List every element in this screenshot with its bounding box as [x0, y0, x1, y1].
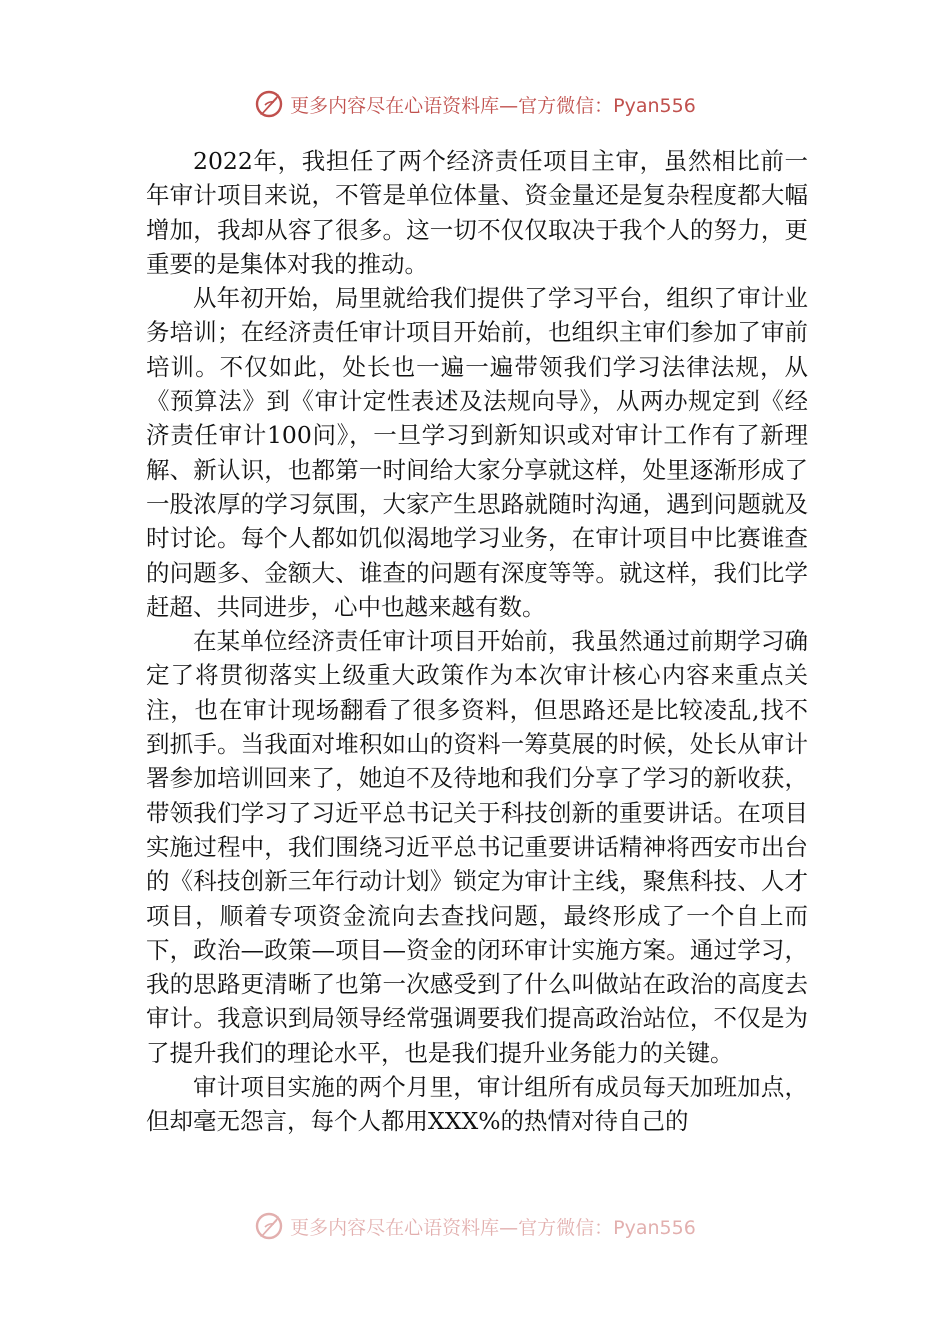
paragraph: 2022年，我担任了两个经济责任项目主审，虽然相比前一年审计项目来说，不管是单位体量、资金量还是复杂程度都大幅增加，我却从容了很多。这一切不仅仅取决于我个人的努力，更重要的是集体对我的推动。	[146, 147, 808, 278]
quill-logo-icon	[254, 1211, 284, 1241]
paragraph: 审计项目实施的两个月里，审计组所有成员每天加班加点，但却毫无怨言，每个人都用XXX%的热情对待自己的	[146, 1073, 808, 1136]
paragraph: 从年初开始，局里就给我们提供了学习平台，组织了审计业务培训；在经济责任审计项目开始前，也组织主审们参加了审前培训。不仅如此，处长也一遍一遍带领我们学习法律法规，从《预算法》到《审计定性表述及法规向导》，从两办规定到《经济责任审计100问》，一旦学习到新知识或对审计工作有了新理解、新认识，也都第一时间给大家分享就这样，处里逐渐形成了一股浓厚的学习氛围，大家产生思路就随时沟通，遇到问题就及时讨论。每个人都如饥似渴地学习业务，在审计项目中比赛谁查的问题多、金额大、谁查的问题有深度等等。就这样，我们比学赶超、共同进步，心中也越来越有数。	[146, 284, 808, 621]
paragraph: 在某单位经济责任审计项目开始前，我虽然通过前期学习确定了将贯彻落实上级重大政策作为本次审计核心内容来重点关注，也在审计现场翻看了很多资料，但思路还是比较凌乱,找不到抓手。当我面对堆积如山的资料一筹莫展的时候，处长从审计署参加培训回来了，她迫不及待地和我们分享了学习的新收获，带领我们学习了习近平总书记关于科技创新的重要讲话。在项目实施过程中，我们围绕习近平总书记重要讲话精神将西安市出台的《科技创新三年行动计划》锁定为审计主线，聚焦科技、人才项目，顺着专项资金流向去查找问题，最终形成了一个自上而下，政治—政策—项目—资金的闭环审计实施方案。通过学习，我的思路更清晰了也第一次感受到了什么叫做站在政治的高度去审计。我意识到局领导经常强调要我们提高政治站位，不仅是为了提升我们的理论水平，也是我们提升业务能力的关键。	[146, 627, 808, 1067]
footer-watermark	[0, 1208, 950, 1244]
header-watermark	[0, 86, 950, 122]
watermark-text: 更多内容尽在心语资料库—官方微信：Pyan556	[290, 94, 696, 117]
document-body	[146, 144, 808, 1139]
quill-logo-icon	[254, 89, 284, 119]
watermark-text: 更多内容尽在心语资料库—官方微信：Pyan556	[290, 1216, 696, 1239]
